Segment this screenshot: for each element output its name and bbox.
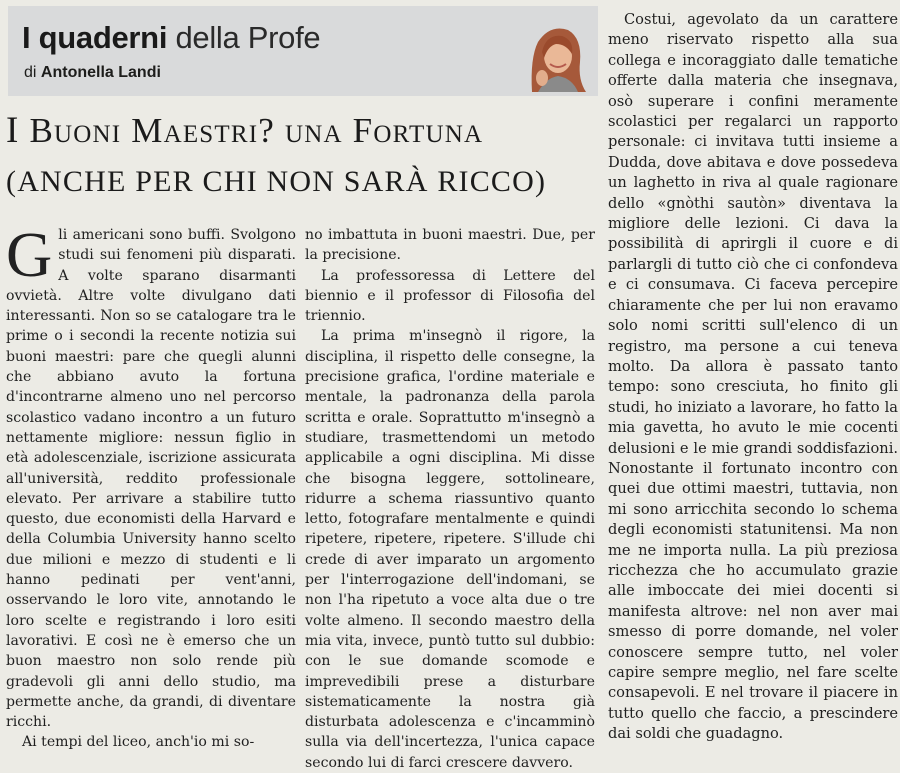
headline-initial: I [6, 110, 20, 151]
headline-line-2 [6, 165, 546, 200]
article-column-1 [6, 219, 296, 753]
article-paragraph: La professoressa di Lettere del biennio e il professor di Filosofia del triennio. [305, 267, 595, 325]
column-header [8, 6, 598, 96]
author-portrait [516, 18, 594, 92]
article-paragraph [6, 219, 296, 732]
article-paragraph-text: li americani sono buffi. Svolgono studi sui fenomeni più disparati. A volte sparano disarmanti ovvietà. Altre volte divulgano dati interessanti. Non so se catalogare tra le prime o i secondi la recente notizia sui buoni maestri: pare che quegli alunni che abbiano avuto la fortuna d'incontrarne almeno uno nel percorso scolastico vadano incontro a un futuro nettamente migliore: nessun figlio in età adolescenziale, iscrizione assicurata all'università, reddito professionale elevato. Per arrivare a stabilire tutto questo, due economisti della Harvard e della Columbia University hanno scelto due milioni e mezzo di studenti e li hanno pedinati per vent'anni, osservando le loro vite, annotando le loro scelte e registrando i loro esiti lavorativi. E così ne è emerso che un buon maestro non solo rende più gradevoli gli anni dello studio, ma permette anche, da grandi, di diventare ricchi. [6, 227, 296, 731]
headline-line-1-text: Buoni Maestri? una Fortuna [19, 111, 484, 150]
drop-cap: G [6, 219, 53, 290]
article-column-3 [608, 10, 898, 745]
byline [24, 64, 161, 82]
headline-line-1 [6, 110, 484, 151]
byline-prefix: di [24, 64, 41, 81]
headline-line-2-text: (ANCHE PER CHI NON SARÀ RICCO) [6, 165, 547, 198]
column-title-rest: della Profe [167, 20, 321, 55]
article-paragraph: no imbattuta in buoni maestri. Due, per la precisione. [305, 227, 595, 264]
column-title-bold: I quaderni [22, 20, 168, 55]
article-paragraph: Costui, agevolato da un carattere meno riservato rispetto alla sua collega e incoraggiato dalle tematiche offerte dalla materia che insegnava, osò superare i confini meramente scolastici per regalarci un rapporto personale: ci invitava tutti insieme a Dudda, dove abitava e dove possedeva un laghetto in riva al quale ragionare dello «gnòthi sautòn» diventava la migliore delle lezioni. Ci dava la possibilità di aprirgli il cuore e di parlargli di tutto ciò che ci confondeva e ci consumava. Ci faceva percepire chiaramente che per lui non eravamo solo nomi scritti sull'elenco di un registro, ma persone a cui teneva molto. Da allora è passato tanto tempo: sono cresciuta, ho finito gli studi, ho iniziato a lavorare, ho fatto la mia gavetta, ho avuto le mie cocenti delusioni e le mie grandi soddisfazioni. Nonostante il fortunato incontro con quei due ottimi maestri, tuttavia, non mi sono arricchita secondo lo schema degli economisti statunitensi. Ma non me ne importa nulla. La più preziosa ricchezza che ho accumulato grazie alle imboccate dei miei docenti si manifesta altrove: nel non aver mai smesso di porre domande, nel voler conoscere sempre tutto, nel voler capire sempre meglio, nel fare scelte consapevoli. E nel trovare il piacere in tutto quello che faccio, a prescindere dai soldi che guadagno. [608, 11, 898, 743]
article-column-2 [305, 225, 595, 773]
article-paragraph: Ai tempi del liceo, anch'io mi so- [22, 734, 255, 751]
article-paragraph: La prima m'insegnò il rigore, la disciplina, il rispetto delle consegne, la precisione grafica, l'ordine materiale e mentale, la padronanza della parola scritta e orale. Soprattutto m'insegnò a studiare, trasmettendomi un metodo applicabile a ogni disciplina. Mi disse che bisogna leggere, sottolineare, ridurre a schema riassuntivo quanto letto, fotografare mentalmente e quindi ripetere, ripetere, ripetere. S'illude chi crede di aver imparato un argomento per l'interrogazione dell'indomani, se non l'ha ripetuto a voce alta due o tre volte almeno. Il secondo maestro della mia vita, invece, puntò tutto sul dubbio: con le sue domande scomode e imprevedibili prese a disturbare sistematicamente la nostra già disturbata adolescenza e c'incamminò sulla via dell'incertezza, l'unica capace secondo lui di farci crescere davvero. [305, 328, 595, 771]
column-title [22, 20, 320, 56]
byline-author: Antonella Landi [40, 64, 161, 81]
